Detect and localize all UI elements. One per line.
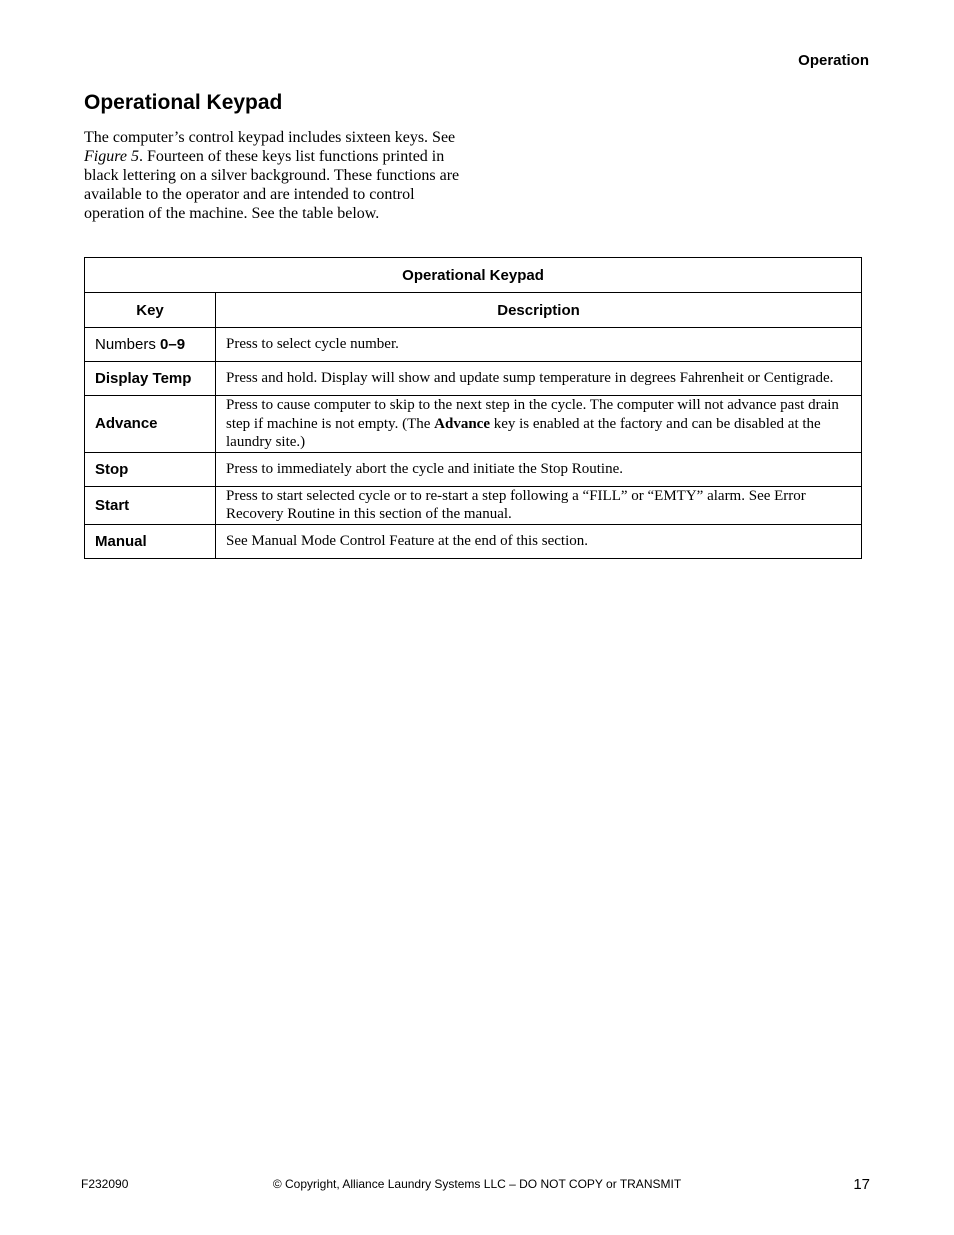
copyright-notice: © Copyright, Alliance Laundry Systems LLC – DO NOT COPY or TRANSMIT: [272, 1177, 682, 1191]
column-header-key: Key: [85, 293, 216, 328]
key-cell: [85, 524, 216, 558]
section-header: Operation: [798, 52, 869, 69]
intro-text-1: The computer’s control keypad includes sixteen keys. See: [84, 129, 456, 146]
page-title: Operational Keypad: [84, 91, 283, 114]
description-cell: Press to select cycle number.: [216, 328, 862, 362]
column-header-description: Description: [216, 293, 862, 328]
description-cell: Press and hold. Display will show and update sump temperature in degrees Fahrenheit or Centigrade.: [216, 362, 862, 396]
document-number: F232090: [81, 1177, 129, 1191]
key-cell: [85, 486, 216, 524]
table-row: [85, 452, 862, 486]
key-cell: [85, 396, 216, 453]
table-row: [85, 362, 862, 396]
key-label-plain: Numbers: [95, 336, 161, 353]
table-row: [85, 328, 862, 362]
table-caption: Operational Keypad: [85, 258, 862, 293]
intro-paragraph: [84, 128, 464, 223]
key-cell: [85, 362, 216, 396]
description-cell: See Manual Mode Control Feature at the end of this section.: [216, 524, 862, 558]
key-label: Advance: [95, 415, 158, 433]
table-row: [85, 396, 862, 453]
description-cell: Press to start selected cycle or to re-start a step following a “FILL” or “EMTY” alarm. See Error Recovery Routine in this section of the manual.: [216, 486, 862, 524]
page-number: 17: [853, 1176, 870, 1193]
description-bold: Advance: [434, 415, 490, 432]
key-label: 0–9: [160, 336, 186, 353]
description-cell: [216, 396, 862, 453]
description-text: Press to cause computer to skip to the next step in the cycle. The computer will not advance past drain step if machine is not empty. (The: [226, 397, 839, 432]
figure-reference: Figure 5: [84, 148, 139, 165]
table-row: [85, 486, 862, 524]
description-cell: Press to immediately abort the cycle and initiate the Stop Routine.: [216, 452, 862, 486]
key-label: Stop: [95, 460, 129, 478]
key-cell: [85, 328, 216, 362]
table-row: [85, 524, 862, 558]
description-text: key is enabled at the factory and can be disabled at the: [489, 415, 821, 432]
key-cell: [85, 452, 216, 486]
key-label: Display Temp: [95, 370, 192, 387]
key-label: Start: [95, 496, 130, 514]
key-label: Manual: [95, 532, 147, 550]
intro-text-2: . Fourteen of these keys list functions printed in black lettering on a silver background. These functions are available to the operator and are intended to control operation of the machine. See the table below.: [84, 148, 460, 222]
description-text: laundry site.): [226, 434, 306, 450]
operational-keypad-table: [84, 257, 862, 559]
